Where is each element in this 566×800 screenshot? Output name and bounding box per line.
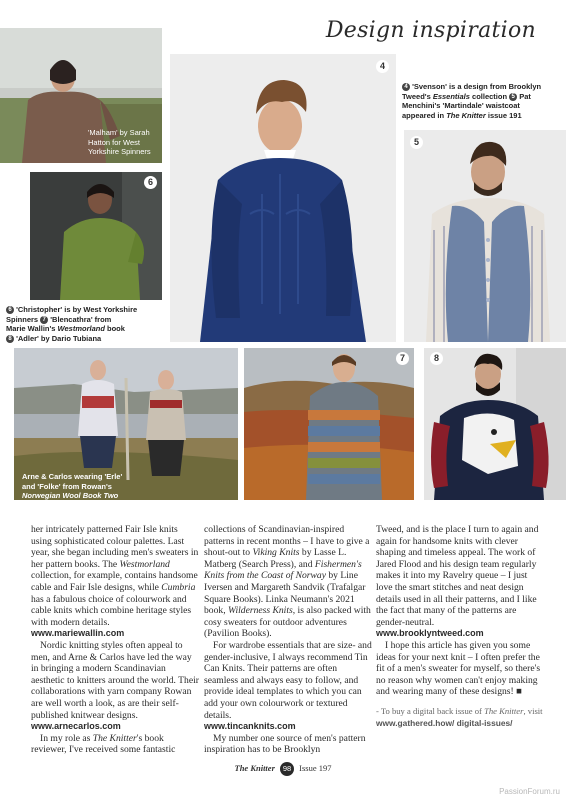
photo-malham [0,28,162,163]
paragraph: For wardrobe essentials that are size- and gender-inclusive, I always recommend Tin Can Knits. Their patterns are often seamless and always easy to follow, and provide ideal templates to which you can add your own colourwork or textured details. [204,639,372,721]
caption-svenson-martindale: 4 'Svenson' is a design from Brooklyn Tweed's Essentials collection 5 Pat Menchini's 'Martindale' waistcoat appeared in The Knitter issue 191 [402,82,542,120]
body-column-1 [31,524,199,756]
photo-badge-7: 7 [396,352,409,365]
end-mark-icon: ■ [516,686,522,698]
photo-arne-carlos [14,348,238,500]
photo-christopher [30,172,162,300]
photo-martindale [404,130,566,342]
paragraph: Nordic knitting styles often appeal to men, and Arne & Carlos have led the way in bringing a modern Scandinavian aesthetic to knitters around the world. Their collaborations with yarn company Rowan are well worth a look, as are their self-published knitwear designs. [31,639,199,721]
paragraph: her intricately patterned Fair Isle knits using sophisticated colour palettes. Last year, she began including men's sweaters in her pattern books. The Westmorland collection, for example, contains handsome cable and Fair Isle designs, while Cumbria has a fabulous choice of colourwork and cable knits which combine heritage styles with modern details. www.mariewallin.com [31,524,199,639]
watermark: PassionForum.ru [499,787,560,796]
photo-badge-8: 8 [430,352,443,365]
link-brooklyntweed[interactable]: www.brooklyntweed.com [376,628,484,639]
photo-blencathra [244,348,414,500]
paragraph: I hope this article has given you some ideas for your next knit – I often prefer the fit of a men's sweater for myself, so there's no reason why women can't enjoy making and wearing many of these designs! ■ [376,639,541,698]
link-arnecarlos[interactable]: www.arnecarlos.com [31,721,121,732]
page-title: Design inspiration [325,18,536,43]
caption-christopher-blencathra-adler: 6 'Christopher' is by West Yorkshire Spinners 7 'Blencathra' from Marie Wallin's Westmorland book 8 'Adler' by Dario Tubiana [6,305,138,343]
photo-svenson [170,54,396,342]
back-issue-note: - To buy a digital back issue of The Knitter, visit www.gathered.how/ digital-issues/ [376,705,543,728]
page-number: 98 [280,762,294,776]
paragraph: Tweed, and is the place I turn to again and again for handsome knits with clever shaping and timeless appeal. The work of Jared Flood and his design team regularly makes it into my Ravelry queue – I just love the smart stitches and neat design details used in all their patterns, and I like the fact that many of the patterns are gender-neutral. [376,524,539,628]
photo-badge-4: 4 [376,60,389,73]
issue-number: Issue 197 [299,762,332,773]
caption-arne-carlos: Arne & Carlos wearing 'Erle' and 'Folke' from Rowan's Norwegian Wool Book Two [22,472,123,500]
page-footer [0,762,566,776]
paragraph: In my role as The Knitter's book reviewer, I've received some fantastic [31,732,176,756]
photo-badge-6: 6 [144,176,157,189]
link-gathered-digital-issues[interactable]: www.gathered.how/ digital-issues/ [376,717,513,728]
body-column-3 [376,524,544,729]
link-tincanknits[interactable]: www.tincanknits.com [204,721,296,732]
caption-malham: 'Malham' by Sarah Hatton for West Yorkshire Spinners [88,128,151,156]
magazine-name: The Knitter [234,762,275,773]
paragraph: collections of Scandinavian-inspired patterns in recent months – I have to give a shout-out to Viking Knits by Lasse L. Matberg (Search Press), and Fishermen's Knits from the Coast of Norway by Line Iversen and Margareth Sandvik (Trafalgar Square Books). Linka Neumann's 2021 book, Wilderness Knits, is also packed with cosy sweaters for outdoor adventures (Pavilion Books). [204,524,371,640]
photo-adler [424,348,566,500]
paragraph: My number one source of men's pattern inspiration has to be Brooklyn [204,732,366,756]
body-column-2 [204,524,372,756]
photo-badge-5: 5 [410,136,423,149]
link-mariewallin[interactable]: www.mariewallin.com [31,628,125,639]
